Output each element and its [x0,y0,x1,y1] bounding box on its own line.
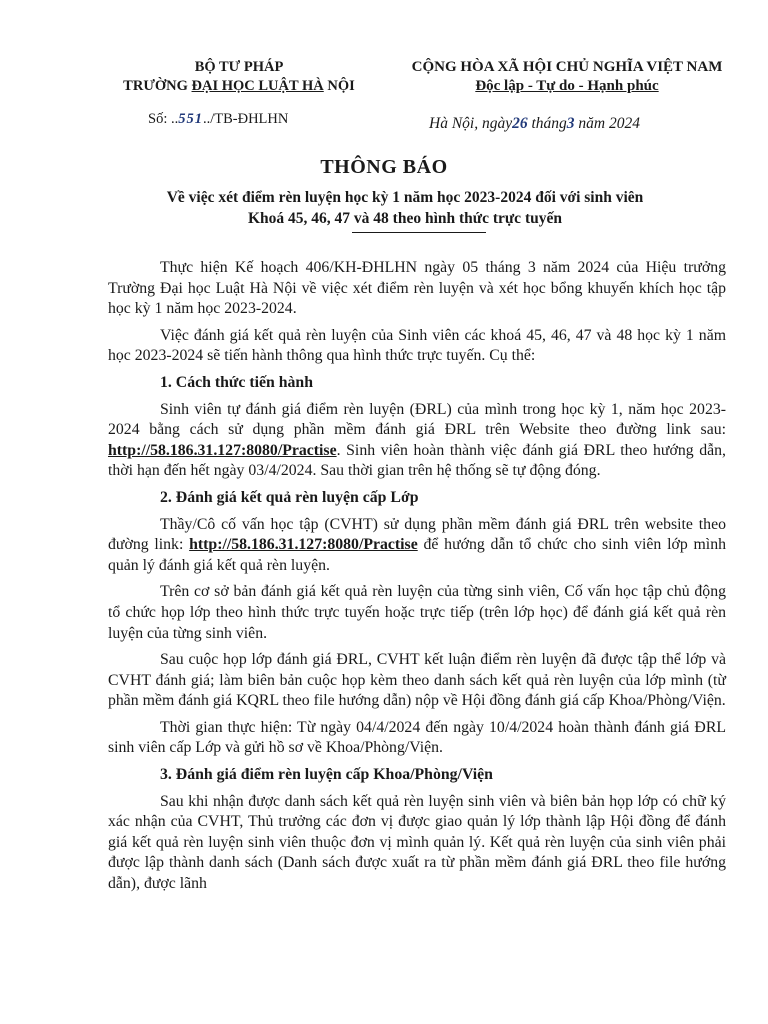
document-subtitle: Về việc xét điểm rèn luyện học kỳ 1 năm học 2023-2024 đối với sinh viên Khoá 45, 46, 47 và 48 theo hình thức trực tuyến [166,189,644,227]
handwritten-number: 551 [178,111,203,127]
practise-link[interactable]: http://58.186.31.127:8080/Practise [108,441,337,459]
paragraph: Sau cuộc họp lớp đánh giá ĐRL, CVHT kết luận điểm rèn luyện đã được tập thể lớp và CVHT đánh giá; làm biên bản cuộc họp kèm theo danh sách kết quả rèn luyện của lớp mình (từ phần mềm đánh giá KQRL theo file hướng dẫn) nộp về Hội đồng đánh giá cấp Khoa/Phòng/Viện. [108,651,726,710]
paragraph: Sau khi nhận được danh sách kết quả rèn luyện sinh viên và biên bản họp lớp có chữ ký xác nhận của CVHT, Thủ trưởng các đơn vị được giao quản lý lớp thành lập Hội đồng để đánh giá kết quả rèn luyện sinh viên thuộc đơn vị mình quản lý. Kết quả rèn luyện của sinh viên phải được lập thành danh sách (Danh sách được xuất ra từ phần mềm đánh giá ĐRL theo file hướng dẫn), được lãnh [108,792,726,893]
subtitle-divider [352,232,486,233]
paragraph: Thầy/Cô cố vấn học tập (CVHT) sử dụng phần mềm đánh giá ĐRL trên website theo đường link: http://58.186.31.127:8080/Practise để hướng dẫn tổ chức cho sinh viên lớp mình quản lý đánh giá kết quả rèn luyện. [108,515,726,574]
document-body [108,258,726,901]
paragraph: Việc đánh giá kết quả rèn luyện của Sinh viên các khoá 45, 46, 47 và 48 học kỳ 1 năm học 2023-2024 sẽ tiến hành thông qua hình thức trực tuyến. Cụ thể: [108,326,726,365]
paragraph: Sinh viên tự đánh giá điểm rèn luyện (ĐRL) của mình trong học kỳ 1, năm học 2023-2024 bằng cách sử dụng phần mềm đánh giá ĐRL trên Website theo đường link sau: http://58.186.31.127:8080/Practise. Sinh viên hoàn thành việc đánh giá ĐRL theo hướng dẫn, thời hạn đến hết ngày 03/4/2024. Sau thời gian trên hệ thống sẽ tự động đóng. [108,400,726,480]
handwritten-month: 3 [566,115,575,132]
national-heading [382,58,752,96]
document-number: Số: ..551../TB-ĐHLHN [148,111,289,127]
document-date: Hà Nội, ngày26 tháng3 năm 2024 [429,115,640,132]
practise-link[interactable]: http://58.186.31.127:8080/Practise [189,536,418,554]
issuer-block [104,58,374,96]
section-heading: 3. Đánh giá điểm rèn luyện cấp Khoa/Phòng/Viện [160,766,493,784]
section-heading: 2. Đánh giá kết quả rèn luyện cấp Lớp [160,488,419,506]
school-name: TRƯỜNG ĐẠI HỌC LUẬT HÀ NỘI [123,78,355,94]
document-title: THÔNG BÁO [320,156,448,178]
paragraph: Thực hiện Kế hoạch 406/KH-ĐHLHN ngày 05 tháng 3 năm 2024 của Hiệu trưởng Trường Đại học Luật Hà Nội về việc xét điểm rèn luyện và xét học bổng khuyến khích học tập học kỳ 1 năm học 2023-2024. [108,259,726,318]
national-motto: Độc lập - Tự do - Hạnh phúc [475,78,659,94]
paragraph: Trên cơ sở bản đánh giá kết quả rèn luyện của từng sinh viên, Cố vấn học tập chủ động tổ chức họp lớp theo hình thức trực tuyến hoặc trực tiếp (trên lớp học) để đánh giá kết quả rèn luyện của từng sinh viên. [108,583,726,642]
ministry-name: BỘ TƯ PHÁP [194,59,284,75]
handwritten-day: 26 [512,115,528,132]
section-heading: 1. Cách thức tiến hành [160,373,313,391]
paragraph: Thời gian thực hiện: Từ ngày 04/4/2024 đến ngày 10/4/2024 hoàn thành đánh giá ĐRL sinh viên cấp Lớp và gửi hồ sơ về Khoa/Phòng/Viện. [108,718,726,757]
republic-name: CỘNG HÒA XÃ HỘI CHỦ NGHĨA VIỆT NAM [411,59,723,75]
